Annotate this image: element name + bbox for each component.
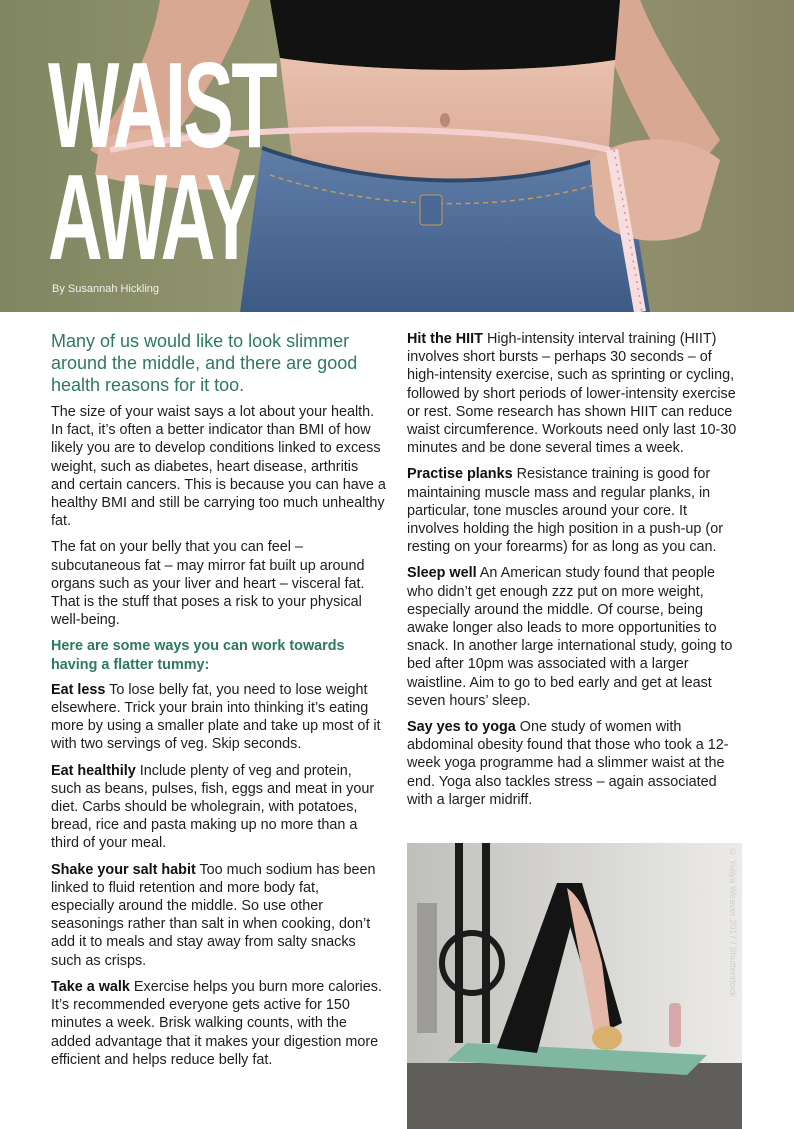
yoga-illustration bbox=[407, 843, 742, 1129]
tip-heading: Shake your salt habit bbox=[51, 861, 196, 878]
tip-text: Include plenty of veg and protein, such as beans, pulses, fish, eggs and meat in your diet. Carbs should be wholegrain, with potatoes, bread, rice and pasta making up no more than a third of your meal. bbox=[51, 762, 375, 852]
yoga-photo bbox=[407, 843, 742, 1129]
photo-credit: © Yuliya Weaver 2017 / Shutterstock bbox=[728, 847, 738, 997]
intro-paragraph: The size of your waist says a lot about your health. In fact, it’s often a better indicator than BMI of how likely you are to develop conditions linked to excess weight, such as diabetes, heart disease, arthritis and certain cancers. This is because you can have a healthy BMI and still be carrying too much unhealthy fat. bbox=[51, 404, 386, 530]
tip-heading: Eat less bbox=[51, 681, 106, 698]
tip-heading: Sleep well bbox=[407, 565, 477, 582]
tip-paragraph bbox=[407, 718, 742, 809]
hero-image bbox=[0, 0, 794, 312]
tip-text: Too much sodium has been linked to fluid retention and more body fat, especially around the middle. So use other seasonings rather than salt in when cooking, don’t add it to meals and stay away from salty snacks such as crisps. bbox=[51, 861, 376, 969]
tip-heading: Eat healthily bbox=[51, 762, 136, 779]
intro-paragraph: The fat on your belly that you can feel – subcutaneous fat – may mirror fat built up around organs such as your liver and heart – visceral fat. That is the stuff that poses a risk to your physical well-being. bbox=[51, 539, 365, 629]
right-column bbox=[407, 330, 742, 817]
tips-subheading: Here are some ways you can work towards having a flatter tummy: bbox=[51, 638, 345, 673]
tip-paragraph bbox=[51, 861, 386, 970]
tip-text: High-intensity interval training (HIIT) involves short bursts – perhaps 30 seconds – of high-intensity exercise, such as sprinting or cycling, followed by short periods of lower-intensity exercise or rest. Some research has shown HIIT can reduce waist circumference. Workouts need only last 10-30 minutes and be done several times a week. bbox=[407, 331, 737, 457]
tip-heading: Say yes to yoga bbox=[407, 719, 516, 736]
tip-text: Resistance training is good for maintaining muscle mass and regular planks, in particular, tone muscles around your core. It involves holding the high position in a push-up (or resting on your forearms) for as long as you can. bbox=[407, 466, 723, 556]
tip-heading: Practise planks bbox=[407, 466, 513, 483]
tip-text: To lose belly fat, you need to lose weight elsewhere. Trick your brain into thinking it’s eating more by using a smaller plate and take up most of it with two servings of veg. Skip seconds. bbox=[51, 681, 381, 753]
article-title-line2: AWAY bbox=[48, 149, 254, 285]
tip-text: Exercise helps you burn more calories. It’s recommended everyone gets active for 150 minutes a week. Brisk walking counts, with the added advantage that it makes your digestion more efficient and helps reduce belly fat. bbox=[51, 978, 382, 1068]
tip-text: One study of women with abdominal obesity found that those who took a 12-week yoga programme had a slimmer waist at the end. Yoga also tackles stress – again associated with a larger midriff. bbox=[407, 719, 729, 808]
tip-heading: Take a walk bbox=[51, 978, 130, 995]
byline: By Susannah Hickling bbox=[52, 283, 160, 295]
tip-heading: Hit the HIIT bbox=[407, 331, 483, 347]
tip-paragraph bbox=[51, 762, 386, 853]
tip-paragraph bbox=[407, 564, 742, 710]
left-column bbox=[51, 330, 386, 1077]
tip-paragraph bbox=[407, 465, 742, 556]
tip-paragraph bbox=[407, 330, 742, 457]
tip-paragraph bbox=[51, 681, 386, 754]
lead-paragraph: Many of us would like to look slimmer around the middle, and there are good health reasons for it too. bbox=[51, 331, 358, 395]
article-title-line1: WAIST bbox=[48, 37, 276, 173]
tip-paragraph bbox=[51, 978, 386, 1069]
tip-text: An American study found that people who didn’t get enough zzz put on more weight, especially around the middle. Of course, being awake longer also leads to more opportunities to snack. In another large international study, going to bed after 10pm was associated with a larger waistline. Aim to go to bed early and get at least seven hours’ sleep. bbox=[407, 565, 733, 709]
